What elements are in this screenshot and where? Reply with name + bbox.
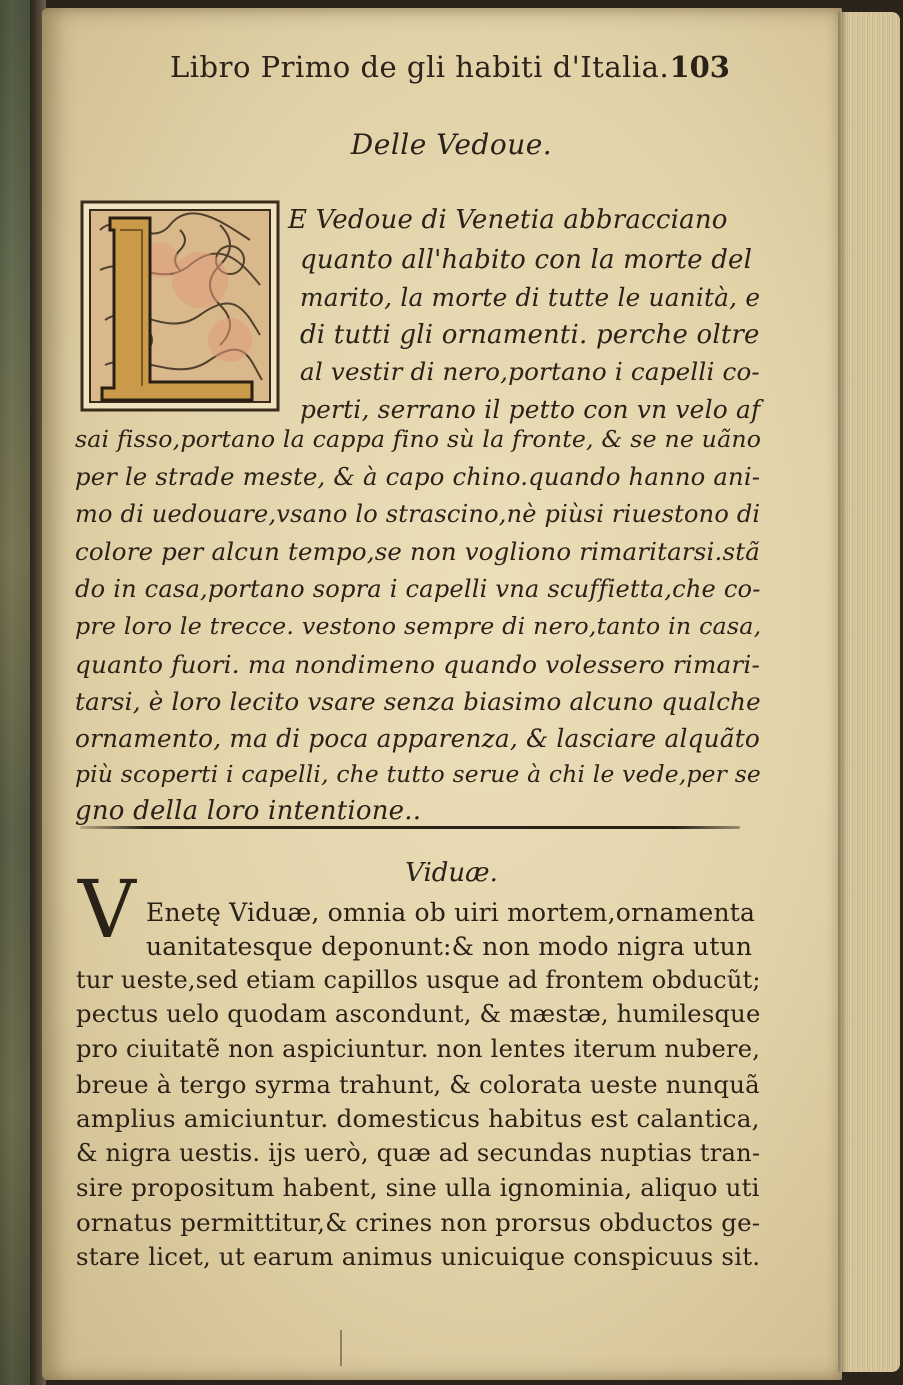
latin-line: Enetę Viduæ, omnia ob uiri mortem,ornamenta	[146, 898, 756, 927]
decorated-initial-l	[80, 200, 280, 412]
italian-line: perti, serrano il petto con vn velo af	[300, 395, 761, 424]
latin-line: breue à tergo syrma trahunt, & colorata ueste nunquã	[76, 1070, 760, 1099]
latin-line: uanitatesque deponunt:& non modo nigra utun	[146, 932, 753, 961]
italian-line: ornamento, ma di poca apparenza, & lasciare alquãto	[75, 724, 760, 753]
italian-line: pre loro le trecce. vestono sempre di nero,tanto in casa,	[75, 612, 762, 640]
page-edge-shadow	[838, 12, 848, 1372]
italian-line: E Vedoue di Venetia abbracciano	[288, 205, 728, 235]
latin-line: amplius amiciuntur. domesticus habitus est calantica,	[76, 1104, 760, 1133]
italian-section-title: Delle Vedoue.	[350, 128, 553, 161]
italian-line: quanto all'habito con la morte del	[300, 245, 753, 275]
italian-line: mo di uedouare,vsano lo strascino,nè piùsi riuestono di	[75, 500, 761, 528]
running-title: Libro Primo de gli habiti d'Italia.	[170, 50, 670, 84]
italian-line: marito, la morte di tutte le uanità, e	[300, 283, 761, 312]
latin-section-title: Viduæ.	[405, 858, 498, 888]
latin-line: pro ciuitatẽ non aspiciuntur. non lentes iterum nubere,	[76, 1035, 761, 1063]
page-number: 103	[669, 50, 730, 84]
latin-line: & nigra uestis. ijs uerò, quæ ad secundas nuptias tran-	[76, 1139, 761, 1167]
italian-line: per le strade meste, & à capo chino.quando hanno ani-	[75, 462, 761, 491]
italian-line: gno della loro intentione..	[75, 796, 422, 826]
latin-line: ornatus permittitur,& crines non prorsus obductos ge-	[76, 1208, 761, 1237]
italian-line: colore per alcun tempo,se non vogliono rimaritarsi.stã	[75, 537, 760, 566]
section-divider-rule	[80, 826, 740, 829]
italian-line: di tutti gli ornamenti. perche oltre	[300, 320, 760, 350]
italian-line: più scoperti i capelli, che tutto serue à chi le vede,per se	[75, 760, 761, 788]
latin-line: sire propositum habent, sine ulla ignominia, aliquo uti	[76, 1173, 760, 1202]
latin-initial-letter: V	[78, 863, 136, 956]
italian-line: sai fisso,portano la cappa fino sù la fronte, & se ne uãno	[75, 425, 762, 453]
latin-line: stare licet, ut earum animus unicuique conspicuus sit.	[76, 1242, 761, 1271]
italian-line: quanto fuori. ma nondimeno quando volessero rimari-	[75, 650, 761, 679]
latin-line: pectus uelo quodam ascondunt, & mæstæ, humilesque	[76, 1000, 761, 1028]
italian-line: tarsi, è loro lecito vsare senza biasimo alcuno qualche	[75, 687, 761, 716]
italian-line: al vestir di nero,portano i capelli co-	[300, 357, 760, 386]
ink-mark	[340, 1330, 342, 1366]
page-header	[170, 50, 750, 94]
italian-line: do in casa,portano sopra i capelli vna scuffietta,che co-	[75, 575, 761, 603]
latin-line: tur ueste,sed etiam capillos usque ad frontem obducũt;	[76, 966, 761, 994]
